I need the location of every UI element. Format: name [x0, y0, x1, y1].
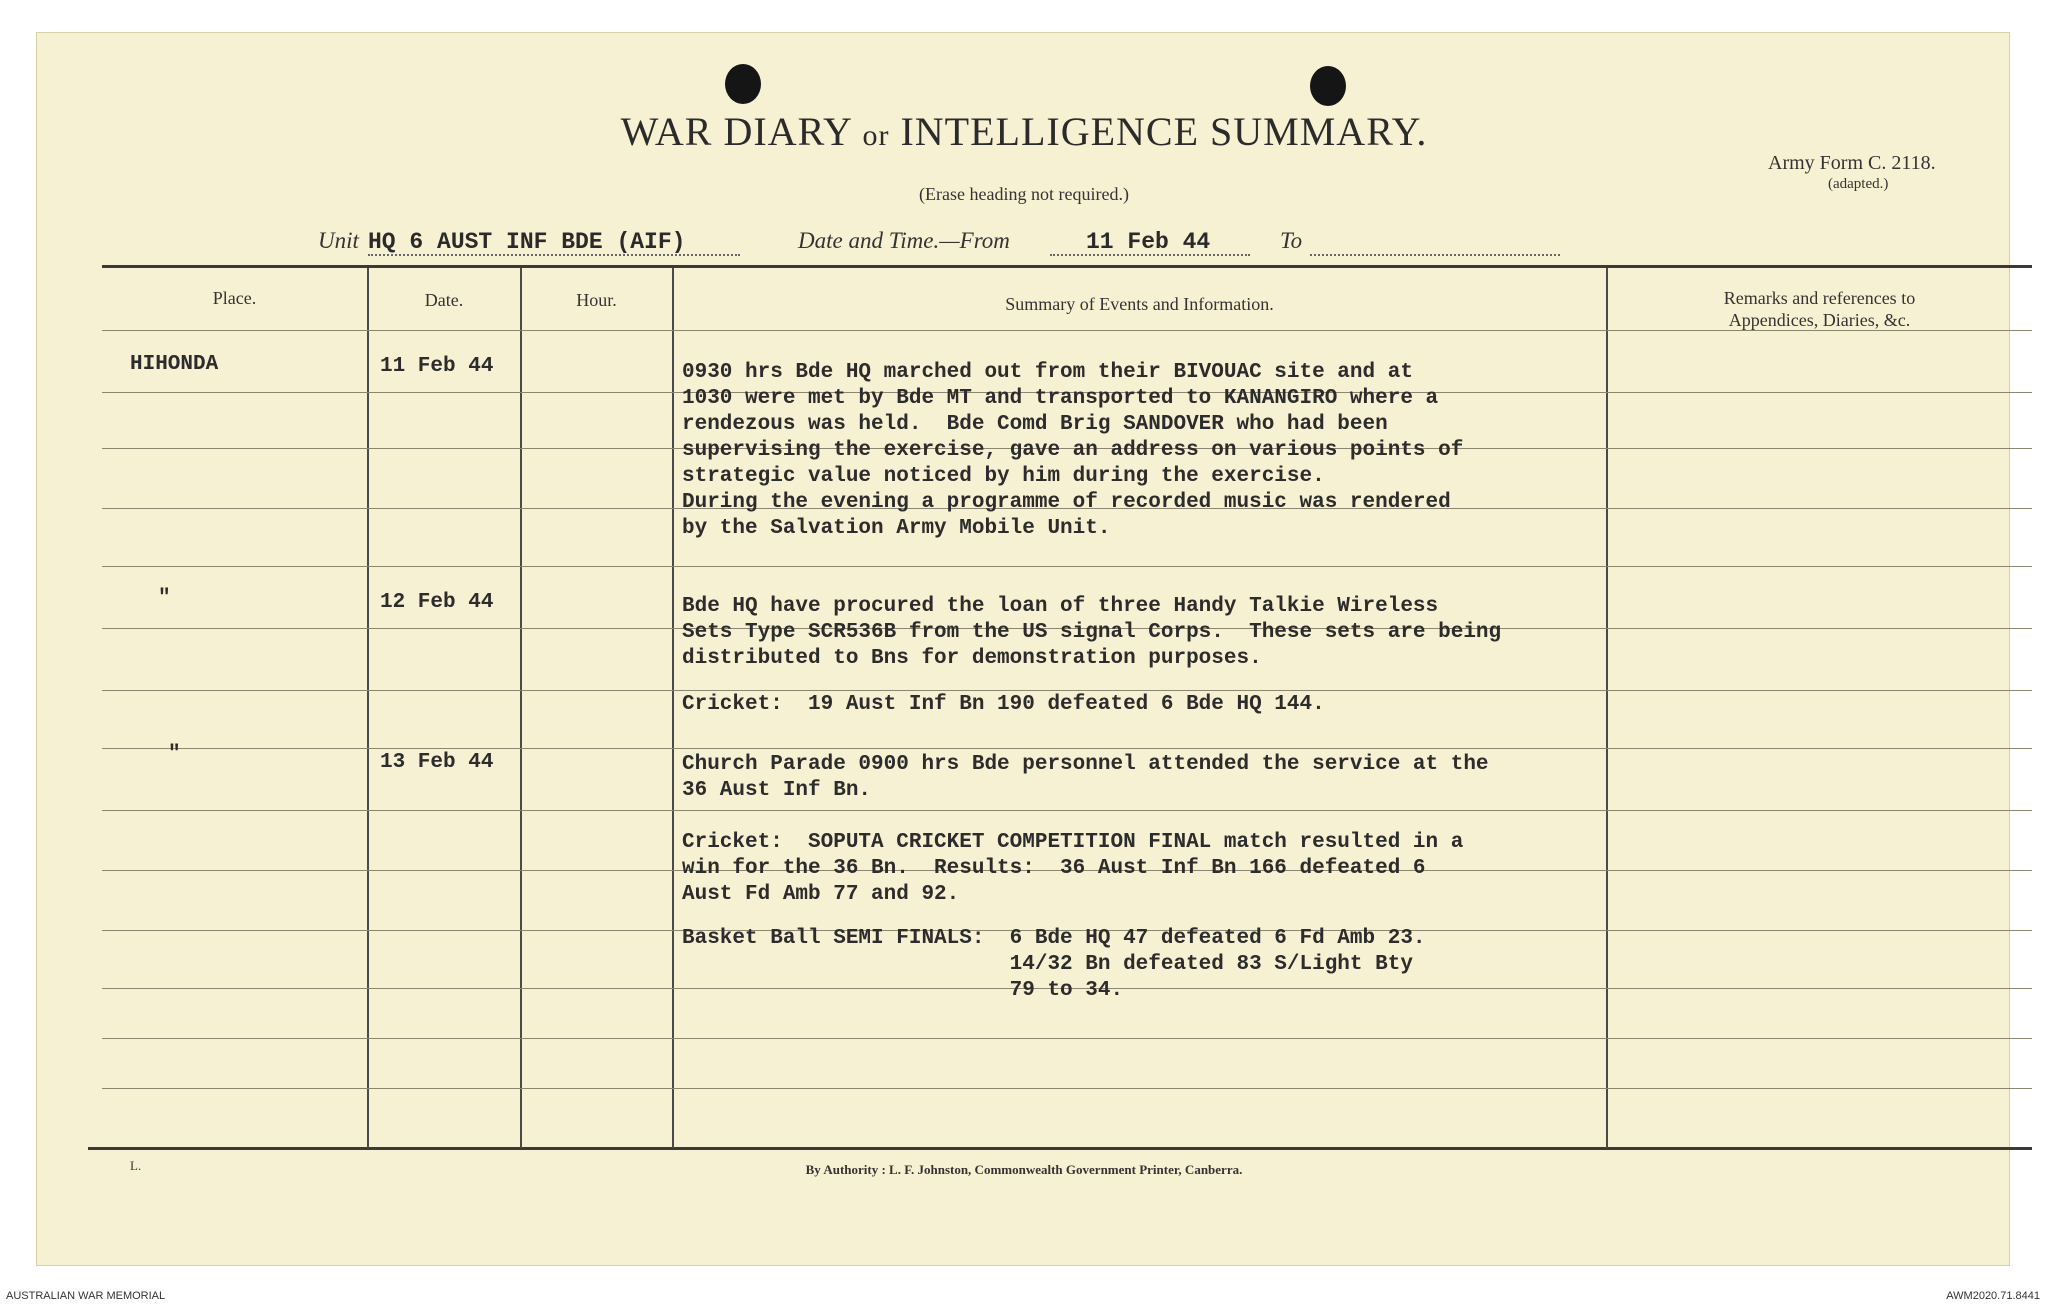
date-dotted-line: [1050, 254, 1250, 256]
to-dotted-line: [1310, 254, 1560, 256]
entry-3-para-3: Basket Ball SEMI FINALS: 6 Bde HQ 47 defeated 6 Fd Amb 23. 14/32 Bn defeated 83 S/Light Bty 79 to 34.: [682, 927, 1426, 1002]
entry-2-para-2: Cricket: 19 Aust Inf Bn 190 defeated 6 Bde HQ 144.: [682, 693, 1325, 716]
ruled-line: [102, 1088, 2032, 1089]
entry-2-date: 12 Feb 44: [380, 591, 494, 614]
date-field: [1086, 228, 1210, 255]
unit-field: [368, 228, 740, 255]
form-note: (adapted.): [1828, 176, 1889, 192]
form-number: Army Form C. 2118.: [1768, 152, 1936, 174]
col-divider-date: [520, 268, 522, 1148]
unit-dotted-line: [368, 254, 740, 256]
header-hour: Hour.: [576, 290, 617, 310]
ruled-line: [102, 690, 2032, 691]
entry-2-place: ": [158, 587, 171, 610]
entry-1-para-1: 0930 hrs Bde HQ marched out from their BIVOUAC site and at 1030 were met by Bde MT and transported to KANANGIRO where a rendezous was held. Bde Comd Brig SANDOVER who had been supervising the exercise, gave an address on various points of strategic value noticed by him during the exercise.: [682, 361, 1464, 488]
ruled-line: [102, 1038, 2032, 1039]
header-remarks-line1: Remarks and references to: [1723, 288, 1916, 308]
date-label: Date and Time.—From: [798, 228, 1010, 253]
accession-number: AWM2020.71.8441: [1946, 1290, 2040, 1302]
ruled-line: [102, 810, 2032, 811]
entry-2-para-1: Bde HQ have procured the loan of three Handy Talkie Wireless Sets Type SCR536B from the US signal Corps. These sets are being distributed to Bns for demonstration purposes.: [682, 595, 1502, 670]
header-remarks-line2: Appendices, Diaries, &c.: [1728, 310, 1911, 330]
table-top-rule: [102, 265, 2032, 268]
entry-3-place: ": [168, 743, 181, 766]
entry-1-date: 11 Feb 44: [380, 355, 494, 378]
header-date: Date.: [424, 290, 464, 310]
footer-mark: L.: [130, 1158, 142, 1173]
unit-value: HQ 6 AUST INF BDE (AIF): [368, 229, 686, 255]
archive-caption: AUSTRALIAN WAR MEMORIAL: [6, 1290, 166, 1302]
header-place: Place.: [212, 288, 257, 308]
entry-3-date: 13 Feb 44: [380, 751, 494, 774]
punch-hole-right: [1310, 66, 1346, 106]
header-summary: Summary of Events and Information.: [1005, 294, 1274, 314]
entry-3-para-1: Church Parade 0900 hrs Bde personnel attended the service at the 36 Aust Inf Bn.: [682, 753, 1489, 802]
printer-credit: By Authority : L. F. Johnston, Commonwealth Government Printer, Canberra.: [805, 1162, 1243, 1177]
col-divider-summary: [1606, 268, 1608, 1148]
col-divider-place: [367, 268, 369, 1148]
entry-1-place: HIHONDA: [130, 353, 219, 376]
to-label: To: [1280, 228, 1303, 253]
col-divider-hour: [672, 268, 674, 1148]
date-value: 11 Feb 44: [1086, 229, 1211, 255]
table-bottom-rule: [88, 1147, 2032, 1150]
entry-3-para-2: Cricket: SOPUTA CRICKET COMPETITION FINAL match resulted in a win for the 36 Bn. Results: 36 Aust Inf Bn 166 defeated 6 Aust Fd Amb 77 and 92.: [682, 831, 1464, 906]
ruled-line: [102, 566, 2032, 567]
page-title: WAR DIARY or INTELLIGENCE SUMMARY.: [620, 109, 1428, 154]
punch-hole-left: [725, 64, 761, 104]
ruled-line: [102, 748, 2032, 749]
ruled-line: [102, 330, 2032, 331]
entry-1-para-2: During the evening a programme of recorded music was rendered by the Salvation Army Mobile Unit.: [682, 491, 1451, 540]
unit-label: Unit: [318, 228, 359, 253]
page-subtitle: (Erase heading not required.): [919, 184, 1129, 204]
